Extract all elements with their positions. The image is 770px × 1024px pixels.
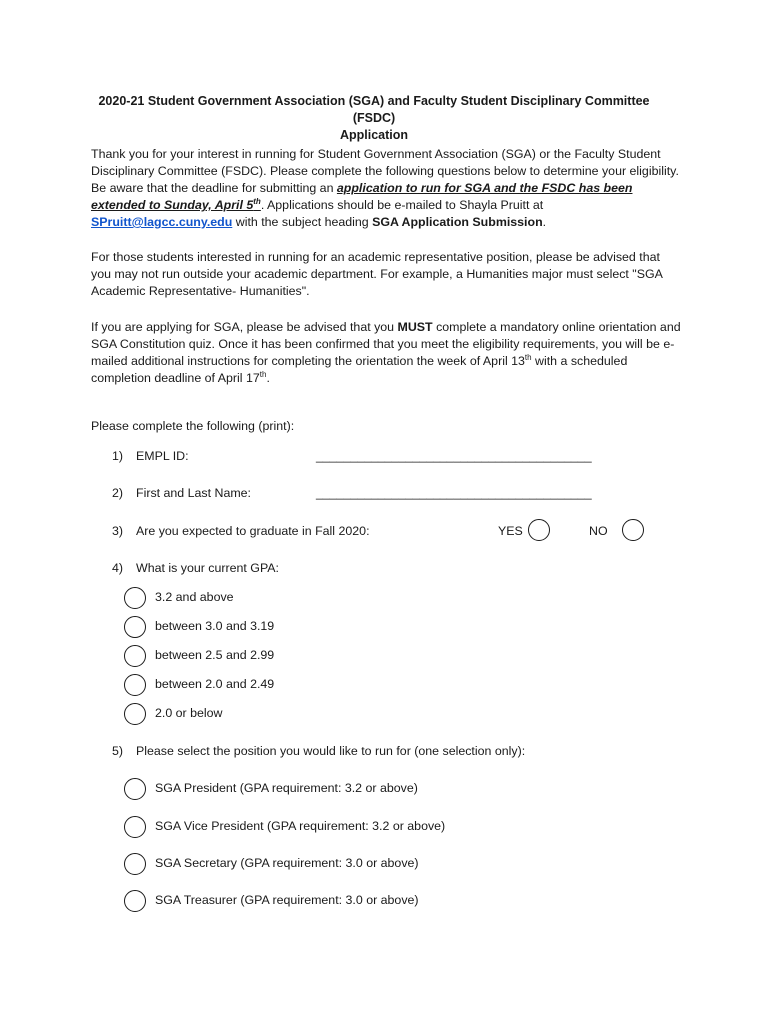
position-option-label: SGA Secretary (GPA requirement: 3.0 or above) bbox=[155, 856, 419, 870]
question-label: EMPL ID: bbox=[136, 449, 189, 463]
email-link[interactable]: SPruitt@lagcc.cuny.edu bbox=[91, 215, 233, 229]
gpa-option-label: 3.2 and above bbox=[155, 590, 234, 604]
intro-text-3: with the subject heading bbox=[232, 215, 373, 229]
deadline-text: application to run for SGA and the FSDC has been extended to Sunday, April 5 bbox=[91, 181, 633, 212]
intro-text-1: Thank you for your interest in running for Student Government Association (SGA) or the Faculty Student Disciplinary Committee (FSDC). Please complete the following questions below to determine your eligibility. Be aware that the deadline for submitting an bbox=[91, 147, 679, 195]
title-line-2: Application bbox=[339, 128, 409, 142]
question-label: What is your current GPA: bbox=[136, 561, 279, 575]
question-number: 3) bbox=[112, 524, 124, 538]
gpa-radio[interactable] bbox=[124, 703, 146, 725]
gpa-radio[interactable] bbox=[124, 616, 146, 638]
position-radio[interactable] bbox=[124, 890, 146, 912]
gpa-radio[interactable] bbox=[124, 645, 146, 667]
question-label: Are you expected to graduate in Fall 2020: bbox=[136, 524, 370, 538]
form-intro: Please complete the following (print): bbox=[91, 419, 295, 433]
orientation-text-4: . bbox=[266, 371, 270, 385]
gpa-radio[interactable] bbox=[124, 587, 146, 609]
gpa-option-label: between 2.5 and 2.99 bbox=[155, 648, 275, 662]
name-field[interactable]: ________________________________________ bbox=[316, 486, 592, 500]
intro-paragraph bbox=[91, 146, 683, 231]
empl-id-field[interactable]: ________________________________________ bbox=[316, 449, 592, 463]
question-number: 1) bbox=[112, 449, 124, 463]
orientation-text-2: complete a mandatory online orientation and SGA Constitution quiz. Once it has been confirmed that you meet the eligibility requirements, you will be e-mailed additional instructions for completing the orientation the week of April 13 bbox=[91, 320, 681, 368]
position-option-label: SGA Vice President (GPA requirement: 3.2 or above) bbox=[155, 819, 446, 833]
question-number: 4) bbox=[112, 561, 124, 575]
intro-text-2: . Applications should be e-mailed to Shayla Pruitt at bbox=[260, 198, 544, 212]
orientation-sup-2: th bbox=[259, 369, 267, 379]
position-radio[interactable] bbox=[124, 816, 146, 838]
question-label: First and Last Name: bbox=[136, 486, 252, 500]
yes-label: YES bbox=[498, 524, 523, 538]
document-title bbox=[80, 93, 668, 144]
orientation-sup-1: th bbox=[524, 352, 532, 362]
position-radio[interactable] bbox=[124, 778, 146, 800]
orientation-text-3: with a scheduled completion deadline of April 17 bbox=[91, 354, 628, 385]
gpa-option-label: between 2.0 and 2.49 bbox=[155, 677, 275, 691]
academic-rep-paragraph: For those students interested in running for an academic representative position, please be advised that you may not run outside your academic department. For example, a Humanities major must select "SGA Academic Representative- Humanities". bbox=[91, 250, 663, 298]
position-radio[interactable] bbox=[124, 853, 146, 875]
orientation-paragraph bbox=[91, 319, 683, 387]
gpa-radio[interactable] bbox=[124, 674, 146, 696]
deadline-sup: th bbox=[253, 196, 261, 206]
yes-radio[interactable] bbox=[528, 519, 550, 541]
must-emphasis: MUST bbox=[397, 320, 433, 334]
question-label: Please select the position you would like to run for (one selection only): bbox=[136, 744, 526, 758]
intro-text-4: . bbox=[542, 215, 547, 229]
gpa-option-label: 2.0 or below bbox=[155, 706, 223, 720]
orientation-text-1: If you are applying for SGA, please be advised that you bbox=[91, 320, 398, 334]
position-option-label: SGA President (GPA requirement: 3.2 or above) bbox=[155, 781, 418, 795]
title-line-1: 2020-21 Student Government Association (SGA) and Faculty Student Disciplinary Committee (FSDC) bbox=[98, 94, 650, 125]
position-option-label: SGA Treasurer (GPA requirement: 3.0 or above) bbox=[155, 893, 419, 907]
no-radio[interactable] bbox=[622, 519, 644, 541]
subject-heading: SGA Application Submission bbox=[372, 215, 543, 229]
question-number: 5) bbox=[112, 744, 124, 758]
question-number: 2) bbox=[112, 486, 124, 500]
no-label: NO bbox=[589, 524, 608, 538]
gpa-option-label: between 3.0 and 3.19 bbox=[155, 619, 275, 633]
